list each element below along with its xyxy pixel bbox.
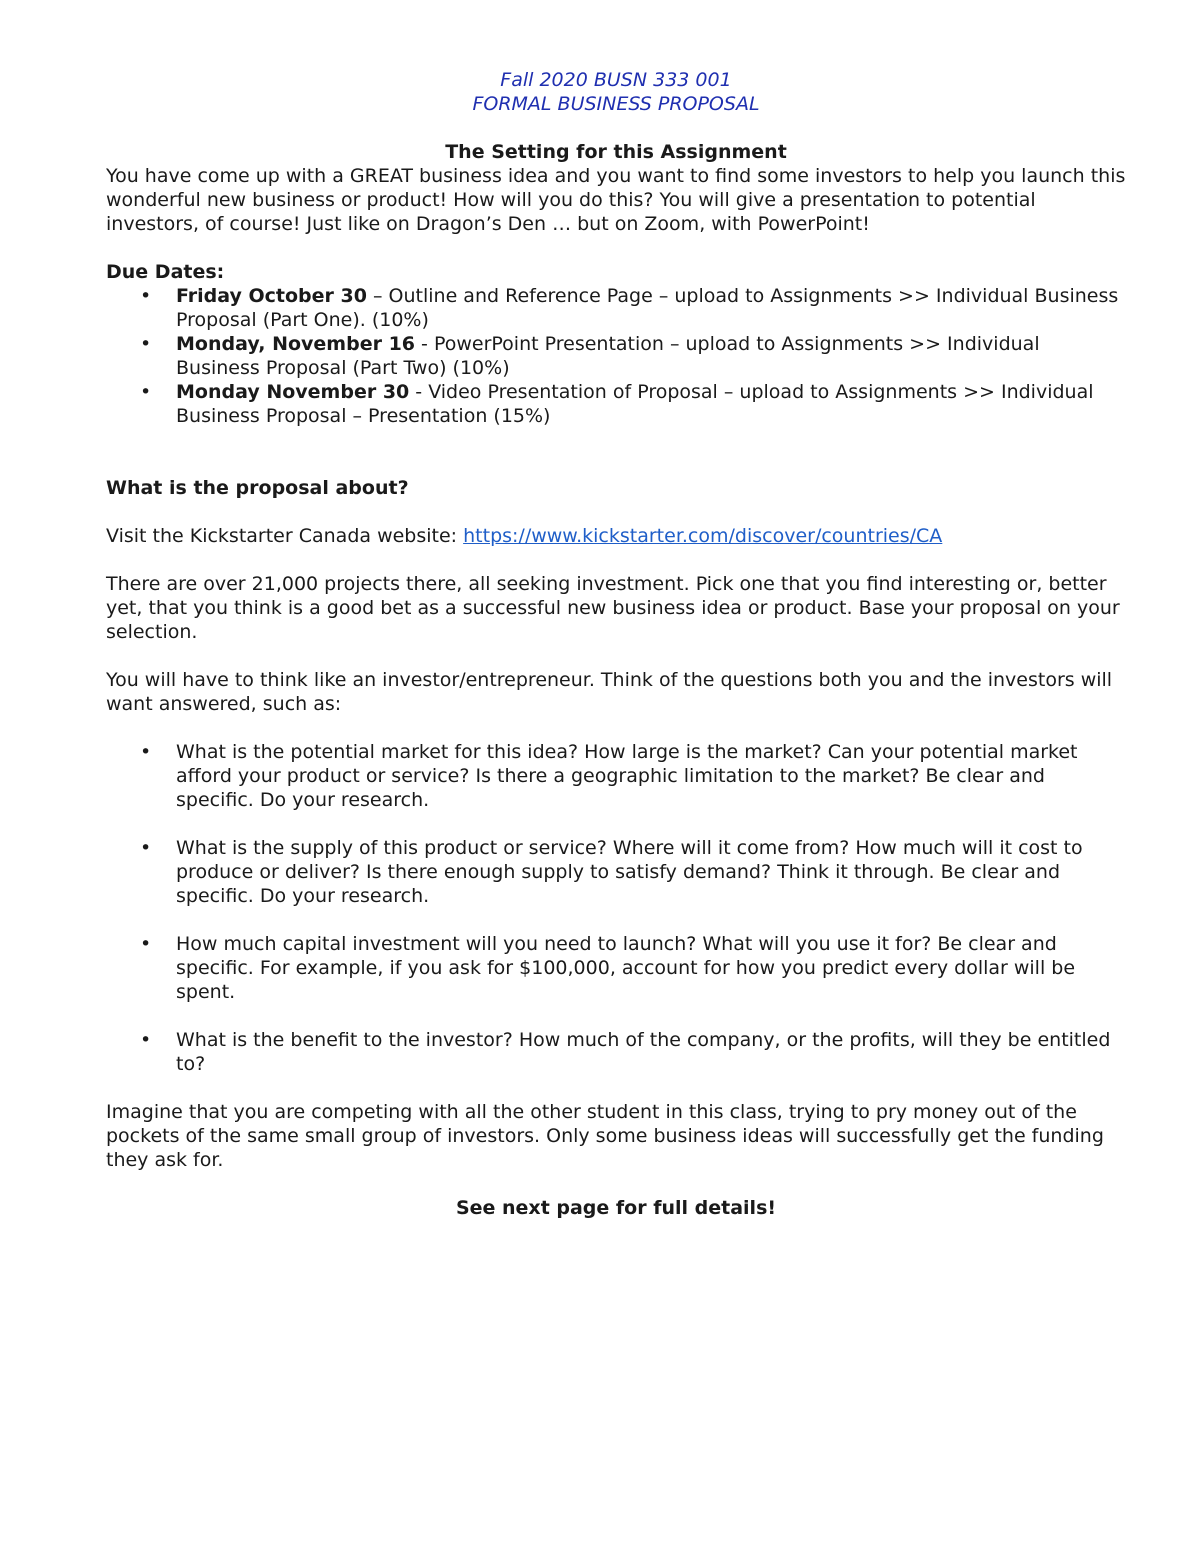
due-dates-heading: Due Dates: [106,261,225,283]
question-item [106,1028,1126,1076]
bullet-icon: • [140,837,152,859]
bullet-icon: • [140,381,152,403]
due-dates-list [106,284,1126,428]
bullet-icon: • [140,333,152,355]
question-text: How much capital investment will you need to launch? What will you use it for? Be clear and specific. For example, if you ask for $100,000, account for how you predict every dollar will be spent. [176,933,1076,1003]
kickstarter-link[interactable]: https://www.kickstarter.com/discover/countries/CA [463,525,943,547]
questions-list [106,740,1126,1076]
next-page-note: See next page for full details! [455,1197,777,1219]
projects-paragraph: There are over 21,000 projects there, all seeking investment. Pick one that you find interesting or, better yet, that you think is a good bet as a successful new business idea or product. Base your proposal on your selection. [106,573,1120,643]
kickstarter-visit [106,524,1126,548]
bullet-icon: • [140,285,152,307]
question-item [106,932,1126,1004]
due-date-description: - Video Presentation of Proposal – upload to Assignments >> Individual Business Proposal – Presentation (15%) [176,381,1094,427]
due-date: Friday October 30 [176,285,367,307]
bullet-icon: • [140,933,152,955]
due-date-description: – Outline and Reference Page – upload to Assignments >> Individual Business Proposal (Part One). (10%) [176,285,1119,331]
setting-body: You have come up with a GREAT business idea and you want to find some investors to help you launch this wonderful new business or product! How will you do this? You will give a presentation to potential investors, of course! Just like on Dragon’s Den … but on Zoom, with PowerPoint! [106,165,1126,235]
assignment-title: FORMAL BUSINESS PROPOSAL [472,93,760,115]
question-text: What is the supply of this product or service? Where will it come from? How much will it cost to produce or deliver? Is there enough supply to satisfy demand? Think it through. Be clear and specific. Do your research. [176,837,1083,907]
proposal-heading: What is the proposal about? [106,477,409,499]
imagine-paragraph: Imagine that you are competing with all the other student in this class, trying to pry money out of the pockets of the same small group of investors. Only some business ideas will successfully get the funding they ask for. [106,1101,1104,1171]
course-title: Fall 2020 BUSN 333 001 [500,69,732,91]
due-date-description: - PowerPoint Presentation – upload to Assignments >> Individual Business Proposal (Part Two) (10%) [176,333,1040,379]
question-text: What is the benefit to the investor? How much of the company, or the profits, will they be entitled to? [176,1029,1111,1075]
question-item [106,740,1126,812]
bullet-icon: • [140,1029,152,1051]
due-date-item [106,332,1126,380]
setting-heading: The Setting for this Assignment [445,141,787,163]
document-page [106,68,1126,1220]
question-text: What is the potential market for this idea? How large is the market? Can your potential market afford your product or service? Is there a geographic limitation to the market? Be clear and specific. Do your research. [176,741,1078,811]
question-item [106,836,1126,908]
due-date-item [106,380,1126,428]
bullet-icon: • [140,741,152,763]
think-paragraph: You will have to think like an investor/entrepreneur. Think of the questions both you and the investors will want answered, such as: [106,669,1113,715]
due-date-item [106,284,1126,332]
visit-text: Visit the Kickstarter Canada website: [106,525,464,547]
due-date: Monday, November 16 [176,333,416,355]
due-date: Monday November 30 [176,381,410,403]
